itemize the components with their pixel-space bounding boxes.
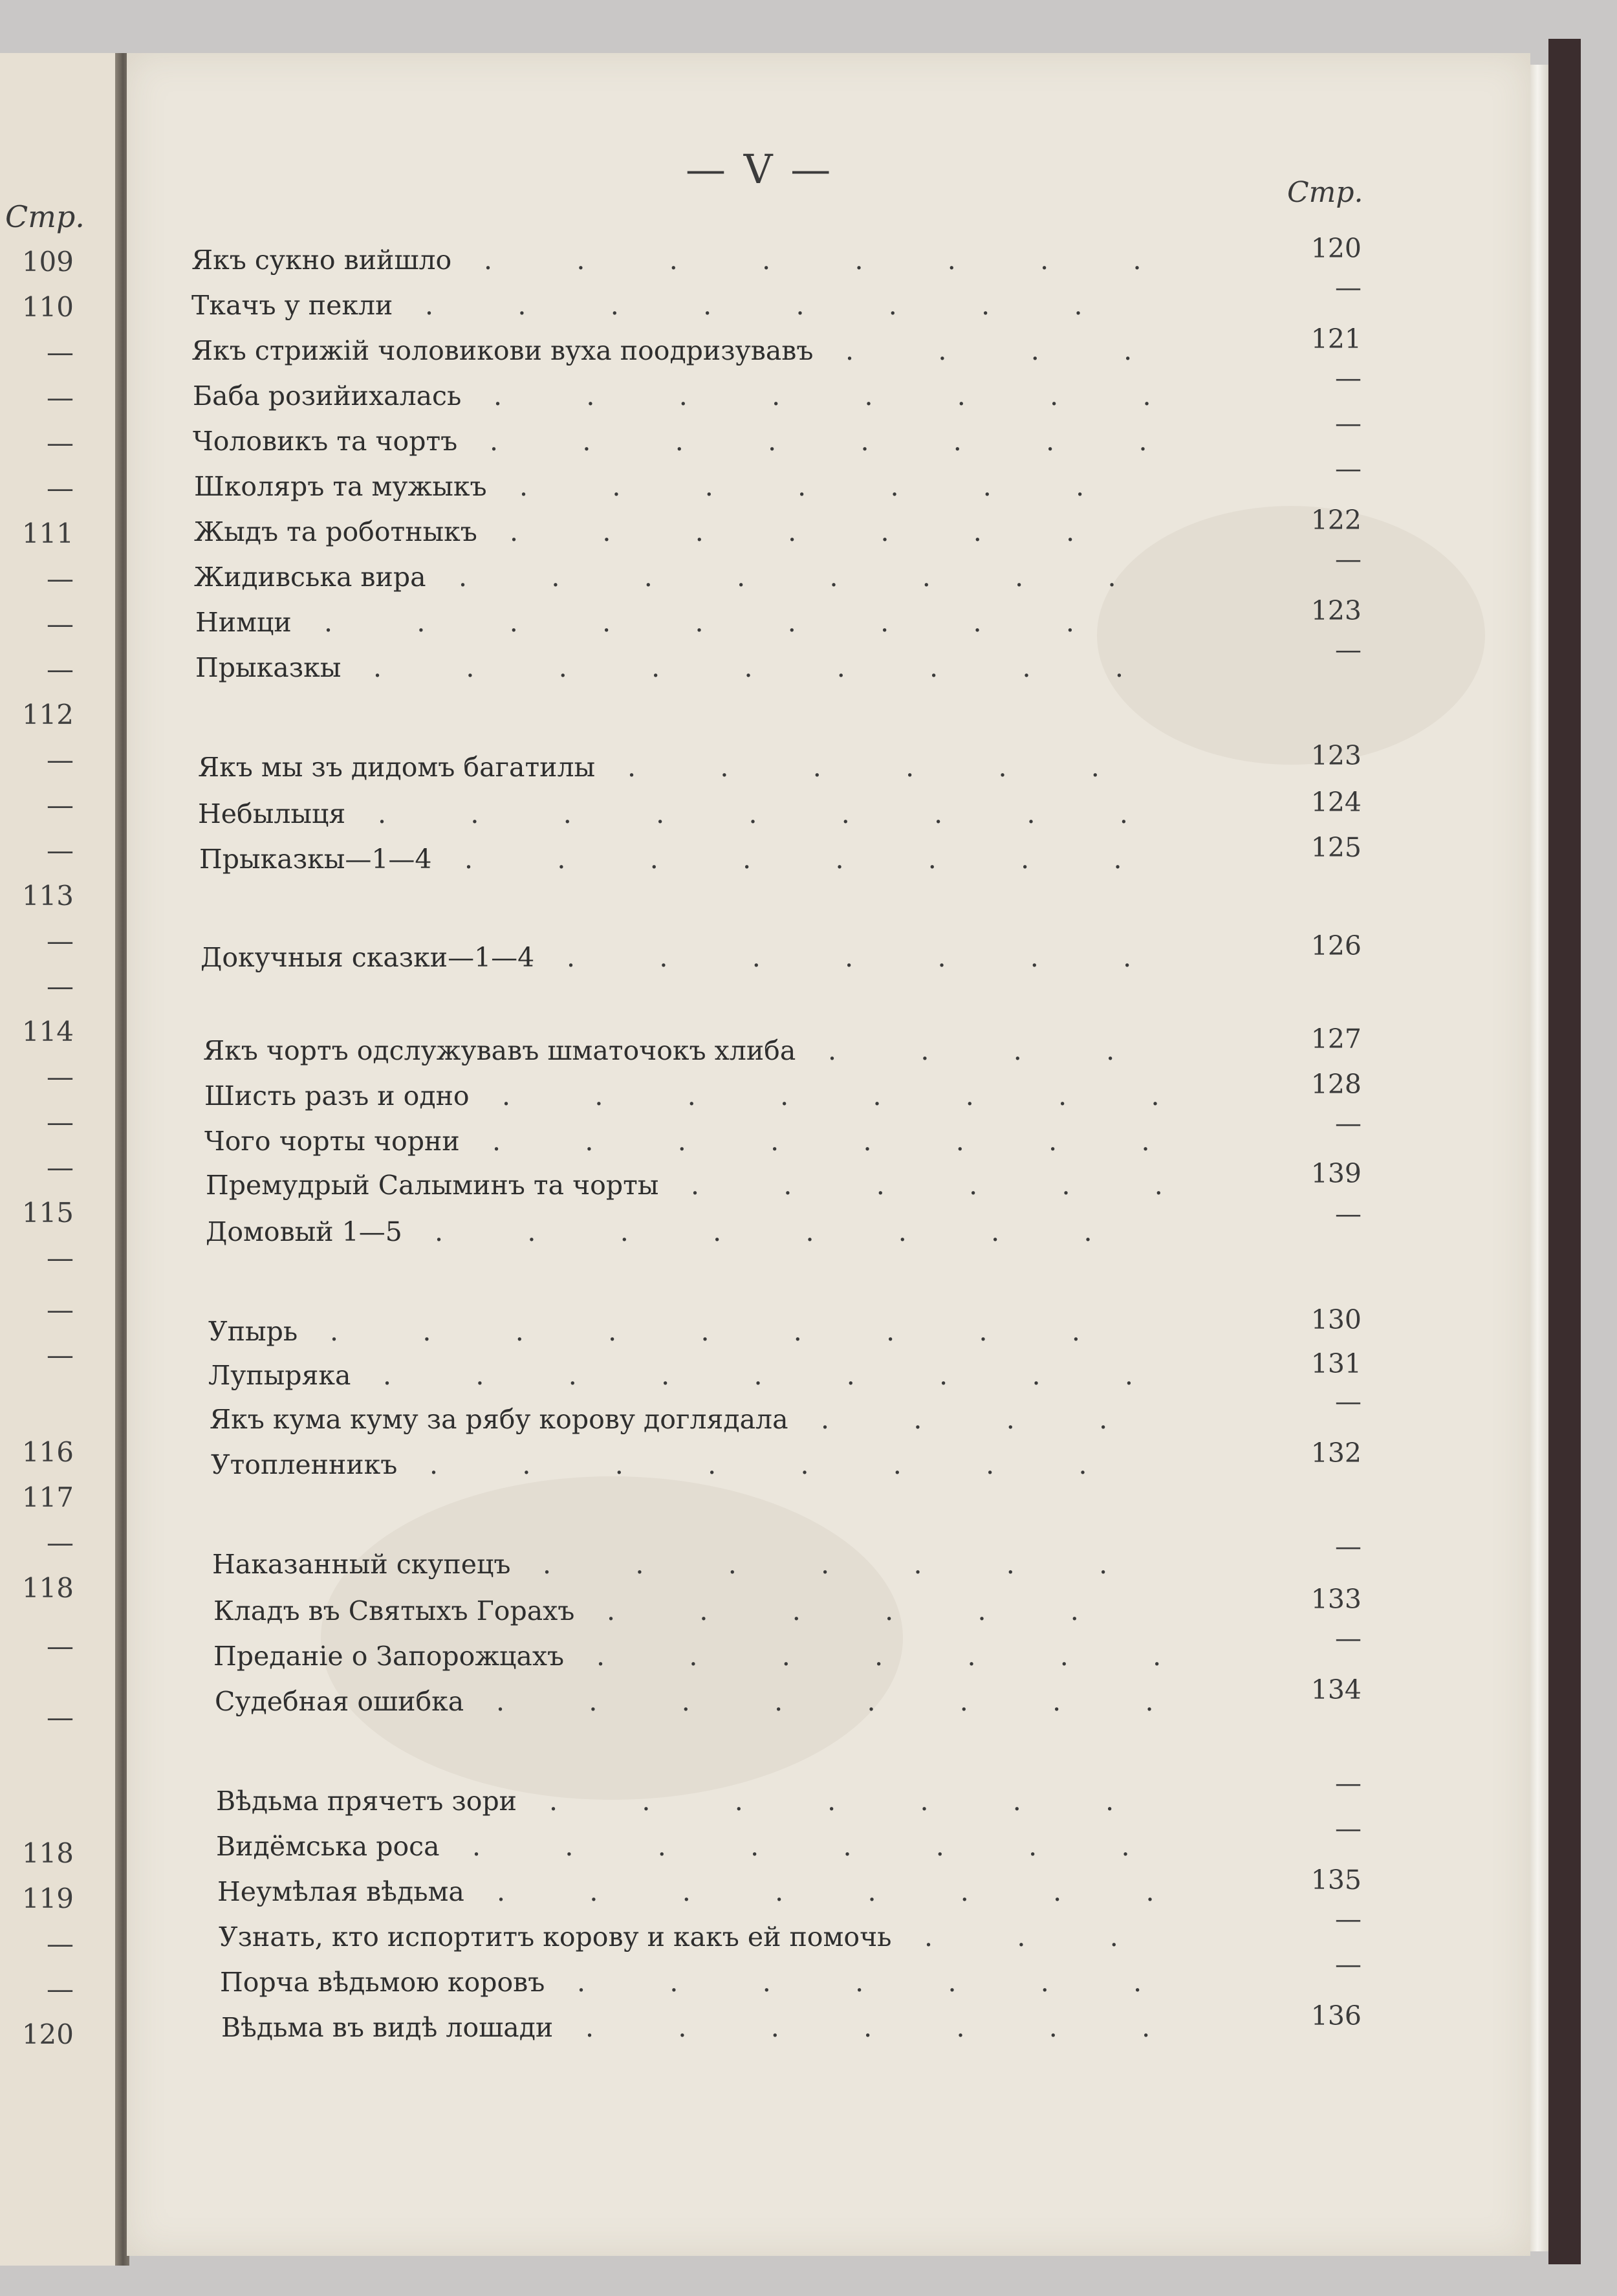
toc-entry-page: 123 bbox=[1310, 595, 1362, 626]
toc-entry-page: 134 bbox=[1310, 1674, 1362, 1705]
left-page-number: 110 bbox=[21, 291, 74, 323]
leader-dots: . . . . . . . bbox=[510, 516, 1075, 547]
left-page-number: — bbox=[47, 608, 74, 640]
toc-entry-title: Премудрый Салыминъ та чорты bbox=[206, 1170, 659, 1201]
toc-entry bbox=[0, 1304, 1617, 1355]
toc-entry-page: 136 bbox=[1310, 2000, 1362, 2031]
leader-dots: . . . . . . . bbox=[519, 471, 1085, 502]
leader-dots: . . . . bbox=[828, 1035, 1115, 1066]
leader-dots: . . . . . . . . . bbox=[383, 1360, 1133, 1391]
toc-entry-title: Небылыця bbox=[198, 798, 346, 829]
left-page-number: — bbox=[47, 970, 74, 1002]
toc-entry-page: — bbox=[1335, 1767, 1362, 1799]
left-page-number: — bbox=[47, 472, 74, 504]
left-page-number: 117 bbox=[21, 1481, 74, 1513]
toc-entry-title: Чого чорты чорни bbox=[204, 1126, 460, 1157]
toc-entry-page: — bbox=[1335, 1903, 1362, 1934]
leader-dots: . . . . . . . . bbox=[459, 562, 1116, 593]
toc-entry bbox=[0, 408, 1617, 465]
toc-entry-page: — bbox=[1335, 362, 1362, 393]
leader-dots: . . . . bbox=[845, 335, 1133, 366]
toc-entry-page: 132 bbox=[1310, 1438, 1362, 1469]
leader-dots: . . . . . . bbox=[691, 1170, 1163, 1201]
toc-entry-page: — bbox=[1335, 408, 1362, 439]
toc-entry-title: Судебная ошибка bbox=[215, 1686, 464, 1717]
toc-entry bbox=[0, 832, 1617, 882]
page-marker: — V — bbox=[686, 146, 834, 193]
toc-entry bbox=[0, 323, 1617, 374]
toc-entry-page: — bbox=[1335, 1386, 1362, 1417]
left-page-number: — bbox=[47, 1294, 74, 1326]
leader-dots: . . . . . . . bbox=[543, 1549, 1108, 1580]
toc-entry bbox=[0, 543, 1617, 600]
toc-entry bbox=[0, 1864, 1617, 1915]
left-page-number: — bbox=[47, 1630, 74, 1662]
left-page-number: 109 bbox=[21, 246, 74, 278]
leader-dots: . . . . . . . . bbox=[492, 1126, 1150, 1157]
toc-entry-page: — bbox=[1335, 1198, 1362, 1229]
toc-entry-title: Преданіе о Запорожцахъ bbox=[213, 1641, 565, 1672]
toc-entry-title: Лупыряка bbox=[208, 1360, 351, 1391]
toc-entry bbox=[0, 595, 1617, 646]
left-page-number: 116 bbox=[21, 1436, 74, 1468]
toc-entry bbox=[0, 1108, 1617, 1164]
leader-dots: . . . . . . . bbox=[567, 942, 1132, 973]
toc-entry bbox=[0, 2000, 1617, 2051]
toc-entry bbox=[0, 1623, 1617, 1679]
toc-entry-page: — bbox=[1335, 543, 1362, 574]
paper-stain bbox=[321, 1476, 903, 1800]
toc-entry-title: Якъ чортъ одслужувавъ шматочокъ хлиба bbox=[203, 1035, 796, 1066]
toc-entry bbox=[0, 1949, 1617, 2006]
left-page-number: 118 bbox=[21, 1837, 74, 1869]
toc-entry-title: Утопленникъ bbox=[211, 1449, 398, 1480]
toc-entry-page: 133 bbox=[1310, 1584, 1362, 1615]
left-page-number: — bbox=[47, 1242, 74, 1274]
toc-entry bbox=[0, 1158, 1617, 1208]
left-page-number: 113 bbox=[21, 880, 74, 912]
left-page-number: — bbox=[47, 336, 74, 368]
leader-dots: . . . . . . . . bbox=[496, 1686, 1154, 1717]
toc-entry-page: — bbox=[1335, 1623, 1362, 1654]
left-page-number: — bbox=[47, 789, 74, 821]
toc-entry bbox=[0, 233, 1617, 283]
toc-entry bbox=[0, 1767, 1617, 1824]
toc-entry-page: 131 bbox=[1310, 1348, 1362, 1379]
toc-entry-title: Якъ кума куму за рябу корову доглядала bbox=[210, 1404, 788, 1435]
left-column-header: Стр. bbox=[5, 199, 85, 234]
leader-dots: . . . . . . . . bbox=[429, 1449, 1087, 1480]
toc-entry-title: Жидивська вира bbox=[194, 562, 426, 593]
toc-entry-title: Наказанный скупецъ bbox=[212, 1549, 511, 1580]
toc-entry-title: Ткачъ у пекли bbox=[191, 290, 393, 321]
toc-entry-page: 124 bbox=[1310, 787, 1362, 818]
toc-entry bbox=[0, 1813, 1617, 1870]
leader-dots: . . . . . . . . bbox=[497, 1876, 1155, 1907]
toc-entry-page: 123 bbox=[1310, 740, 1362, 771]
left-page-number: — bbox=[47, 1106, 74, 1138]
toc-entry-title: Вѣдьма въ видѣ лошади bbox=[221, 2012, 554, 2043]
toc-entry-page: — bbox=[1335, 1949, 1362, 1980]
leader-dots: . . . . . . . . . bbox=[324, 607, 1074, 638]
leader-dots: . . . . . . . bbox=[596, 1641, 1162, 1672]
left-page-number: — bbox=[47, 925, 74, 957]
toc-entry-title: Шисть разъ и одно bbox=[204, 1080, 470, 1111]
toc-entry bbox=[0, 1674, 1617, 1725]
leader-dots: . . . . . . . . . bbox=[330, 1316, 1080, 1347]
toc-entry-title: Жыдъ та роботныкъ bbox=[194, 516, 477, 547]
toc-entry bbox=[0, 1531, 1617, 1588]
left-page-number: — bbox=[47, 382, 74, 413]
toc-entry bbox=[0, 272, 1617, 329]
toc-entry-title: Нимци bbox=[195, 607, 292, 638]
leader-dots: . . . . . . bbox=[627, 752, 1100, 783]
leader-dots: . . . . . . . . bbox=[490, 426, 1147, 457]
toc-entry-page: — bbox=[1335, 1813, 1362, 1844]
leader-dots: . . . bbox=[924, 1921, 1118, 1952]
left-page-number: 119 bbox=[21, 1883, 74, 1914]
toc-entry bbox=[0, 787, 1617, 837]
toc-entry-page: 128 bbox=[1310, 1069, 1362, 1100]
left-page-number: — bbox=[47, 1152, 74, 1183]
toc-entry-title: Якъ сукно вийшло bbox=[191, 245, 452, 276]
left-page-number: 114 bbox=[21, 1016, 74, 1047]
toc-entry bbox=[0, 930, 1617, 981]
toc-entry-title: Неумѣлая вѣдьма bbox=[217, 1876, 464, 1907]
left-page-number: — bbox=[47, 835, 74, 866]
toc-entry-page: 135 bbox=[1310, 1864, 1362, 1896]
toc-entry bbox=[0, 1386, 1617, 1443]
toc-entry bbox=[0, 634, 1617, 691]
toc-entry-title: Якъ стрижій чоловикови вуха поодризувавъ bbox=[191, 335, 814, 366]
left-page-number: 118 bbox=[21, 1572, 74, 1604]
toc-entry-title: Школяръ та мужыкъ bbox=[194, 471, 487, 502]
left-page-number: — bbox=[47, 1928, 74, 1960]
toc-entry-page: 130 bbox=[1310, 1304, 1362, 1335]
toc-entry-title: Докучныя сказки—1—4 bbox=[201, 942, 535, 973]
toc-entry-title: Упырь bbox=[208, 1316, 298, 1347]
leader-dots: . . . . . . . . . bbox=[373, 652, 1123, 683]
toc-entry-page: — bbox=[1335, 453, 1362, 484]
toc-entry-page: 139 bbox=[1310, 1158, 1362, 1189]
left-page-number: — bbox=[47, 1973, 74, 2005]
toc-entry-title: Прыказкы bbox=[195, 652, 342, 683]
leader-dots: . . . . . . . . bbox=[425, 290, 1083, 321]
leader-dots: . . . . . . . bbox=[577, 1967, 1142, 1998]
toc-entry-page: 127 bbox=[1310, 1023, 1362, 1055]
toc-entry-page: — bbox=[1335, 272, 1362, 303]
toc-entry bbox=[0, 1903, 1617, 1960]
left-page-number: 111 bbox=[21, 518, 74, 549]
leader-dots: . . . . . . . bbox=[549, 1786, 1114, 1817]
leader-dots: . . . . . . . bbox=[585, 2012, 1151, 2043]
toc-entry bbox=[0, 362, 1617, 419]
left-page-number: — bbox=[47, 427, 74, 459]
left-page-number: — bbox=[47, 563, 74, 595]
toc-entry-page: 120 bbox=[1310, 233, 1362, 264]
toc-entry-page: 121 bbox=[1310, 323, 1362, 355]
toc-entry bbox=[0, 1348, 1617, 1399]
toc-entry-page: — bbox=[1335, 1108, 1362, 1139]
toc-entry-page: 122 bbox=[1310, 505, 1362, 536]
left-page-number: — bbox=[47, 1061, 74, 1093]
toc-entry-title: Прыказкы—1—4 bbox=[199, 844, 432, 875]
toc-entry bbox=[0, 740, 1617, 791]
toc-entry-title: Видёмська роса bbox=[216, 1831, 440, 1862]
toc-entry bbox=[0, 1438, 1617, 1488]
toc-entry-title: Кладъ въ Святыхъ Горахъ bbox=[213, 1595, 575, 1626]
left-page-number: — bbox=[47, 1527, 74, 1558]
toc-entry-title: Домовый 1—5 bbox=[206, 1216, 402, 1247]
leader-dots: . . . . . . . . . bbox=[378, 798, 1128, 829]
leader-dots: . . . . bbox=[821, 1404, 1108, 1435]
toc-entry-page: 126 bbox=[1310, 930, 1362, 961]
toc-entry-title: Чоловикъ та чортъ bbox=[193, 426, 458, 457]
page-column-header: Стр. bbox=[1287, 176, 1363, 209]
toc-entry-title: Баба розийихалась bbox=[193, 380, 462, 411]
left-page-number: — bbox=[47, 1701, 74, 1733]
left-page-number: 115 bbox=[21, 1197, 74, 1229]
left-page-number: — bbox=[47, 653, 74, 685]
toc-entry bbox=[0, 453, 1617, 510]
left-page-number: — bbox=[47, 1339, 74, 1371]
leader-dots: . . . . . . . . bbox=[435, 1216, 1092, 1247]
toc-entry-page: — bbox=[1335, 1531, 1362, 1562]
leader-dots: . . . . . . . . bbox=[472, 1831, 1130, 1862]
left-page-number: 120 bbox=[21, 2018, 74, 2050]
leader-dots: . . . . . . bbox=[607, 1595, 1079, 1626]
leader-dots: . . . . . . . . bbox=[502, 1080, 1160, 1111]
left-page-number: — bbox=[47, 744, 74, 776]
toc-entry-title: Вѣдьма прячетъ зори bbox=[216, 1786, 517, 1817]
toc-entry-page: — bbox=[1335, 634, 1362, 665]
toc-entry bbox=[0, 1069, 1617, 1119]
toc-entry bbox=[0, 505, 1617, 555]
toc-entry-title: Узнать, кто испортитъ корову и какъ ей помочь bbox=[219, 1921, 892, 1952]
toc-entry-title: Порча вѣдьмою коровъ bbox=[220, 1967, 545, 1998]
leader-dots: . . . . . . . . bbox=[494, 380, 1151, 411]
leader-dots: . . . . . . . . bbox=[484, 245, 1142, 276]
leader-dots: . . . . . . . . bbox=[464, 844, 1122, 875]
left-page-number: 112 bbox=[21, 699, 74, 730]
toc-entry-title: Якъ мы зъ дидомъ багатилы bbox=[198, 752, 596, 783]
toc-entry-page: 125 bbox=[1310, 832, 1362, 863]
